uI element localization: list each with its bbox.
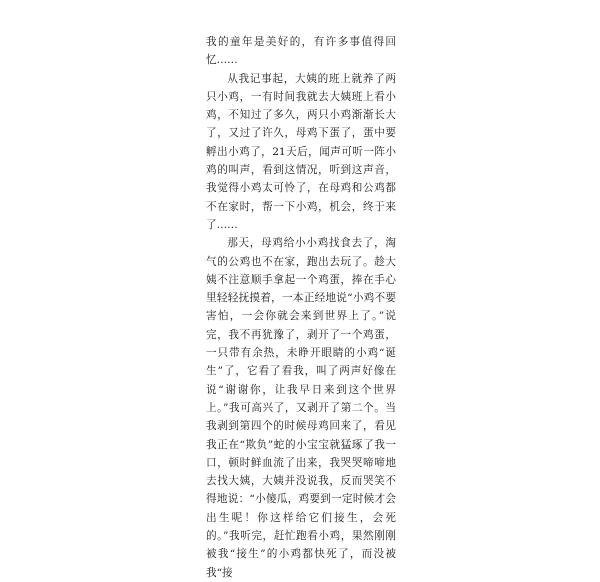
paragraph-chicks: 从我记事起，大姨的班上就养了两只小鸡，一有时间我就去大姨班上看小鸡，不知过了多久，两只小鸡渐渐长大了，又过了许久，母鸡下蛋了，蛋中要孵出小鸡了，21天后，闻声可听一阵小鸡的叫声，看到这情况，听到这声音，我觉得小鸡太可怜了，在母鸡和公鸡都不在家时，帮一下小鸡，机会，终于来了…… [206,72,396,231]
paragraph-intro: 我的童年是美好的，有许多事值得回忆…… [206,36,396,67]
essay-body [206,33,396,582]
paragraph-hatching: 那天，母鸡给小小鸡找食去了，淘气的公鸡也不在家，跑出去玩了。趁大姨不注意顺手拿起一个鸡蛋，捧在手心里轻轻抚摸着，一本正经地说“小鸡不要害怕，一会你就会来到世界上了。”说完，我不再犹豫了，剥开了一个鸡蛋，一只带有余热，未睁开眼睛的小鸡“诞生”了，它看了看我，叫了两声好像在说“谢谢你，让我早日来到这个世界上。”我可高兴了，又剥开了第二个。当我剥到第四个的时候母鸡回来了，看见我正在“欺负”蛇的小宝宝就猛琢了我一口，顿时鲜血流了出来，我哭哭啼啼地去找大姨，大姨并没说我，反而哭笑不得地说：“小傻瓜，鸡要到一定时候才会出生呢！你这样给它们接生，会死的。”我听完，赶忙跑看小鸡，果然刚刚被我“接生”的小鸡都快死了，而没被我“接 [206,237,396,579]
